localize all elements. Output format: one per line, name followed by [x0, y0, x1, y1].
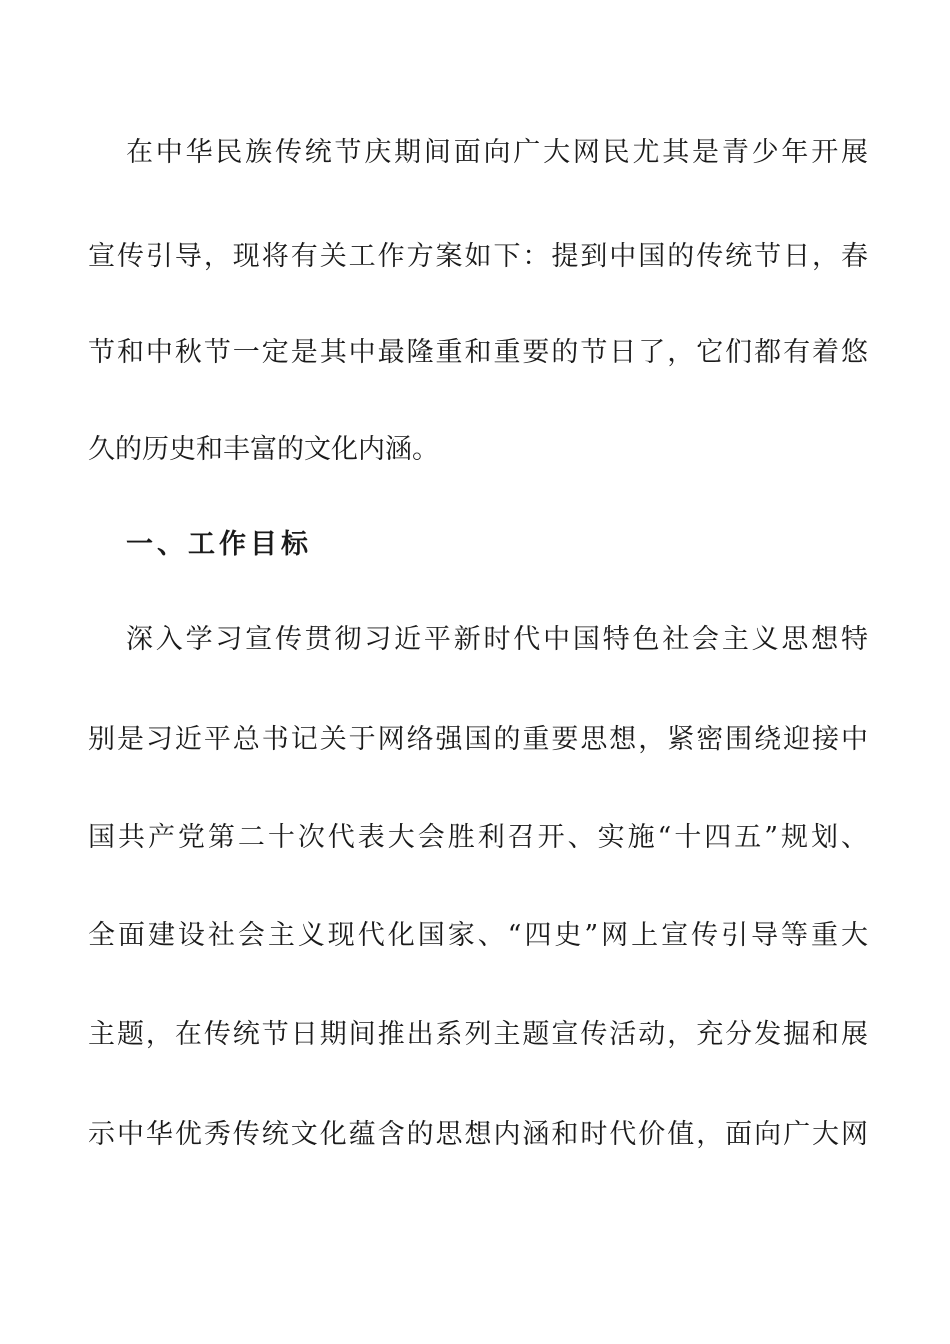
paragraph-2-line-1: 深入学习宣传贯彻习近平新时代中国特色社会主义思想特 — [126, 624, 868, 655]
paragraph-1-line-2: 宣传引导，现将有关工作方案如下：提到中国的传统节日，春 — [88, 241, 868, 272]
paragraph-2-line-3: 国共产党第二十次代表大会胜利召开、实施“十四五”规划、 — [88, 822, 868, 853]
paragraph-2-line-6: 示中华优秀传统文化蕴含的思想内涵和时代价值，面向广大网 — [88, 1119, 868, 1150]
paragraph-2-line-2: 别是习近平总书记关于网络强国的重要思想，紧密围绕迎接中 — [88, 724, 868, 755]
paragraph-1-line-3: 节和中秋节一定是其中最隆重和重要的节日了，它们都有着悠 — [88, 337, 868, 368]
section-heading: 一、工作目标 — [126, 529, 312, 560]
paragraph-1-line-4: 久的历史和丰富的文化内涵。 — [88, 434, 439, 465]
paragraph-1-line-1: 在中华民族传统节庆期间面向广大网民尤其是青少年开展 — [126, 137, 868, 168]
paragraph-2-line-5: 主题，在传统节日期间推出系列主题宣传活动，充分发掘和展 — [88, 1019, 868, 1050]
paragraph-2-line-4: 全面建设社会主义现代化国家、“四史”网上宣传引导等重大 — [88, 920, 868, 951]
